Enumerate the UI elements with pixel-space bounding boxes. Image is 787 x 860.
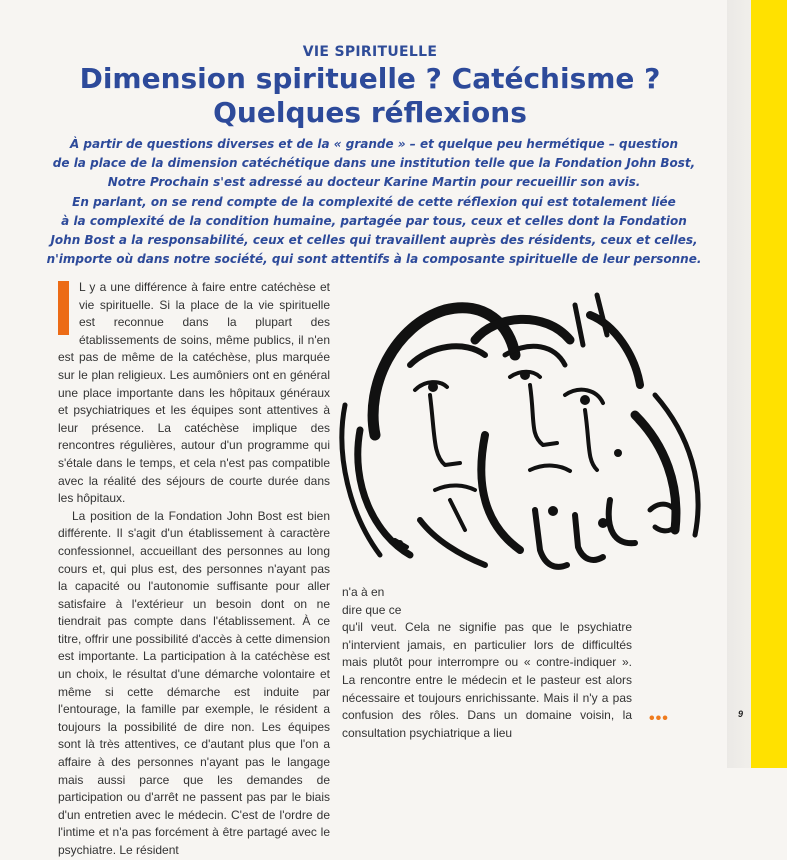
body-line: n'a à en xyxy=(342,585,385,599)
lead-line: En parlant, on se rend compte de la complexité de cette réflexion qui est totalement liée xyxy=(72,194,676,209)
ornament-dots: ••• xyxy=(649,710,669,727)
lead-line: John Bost a la responsabilité, ceux et celles qui travaillent auprès des résidents, ceux et celles, xyxy=(50,233,698,248)
body-line: dire que ce xyxy=(342,602,402,617)
body-paragraph: La position de la Fondation John Bost est bien différente. Il s'agit d'un établissement à caractère confessionnel, accueillant des personnes au long cours et, qui plus est, des personnes n'ayant pas la capacité ou l'autonomie suffisante pour aller satisfaire à l'extérieur un besoin dont on ne tiendrait pas compte dans l'établissement. À ce titre, offrir une possibilité d'accès à cette dimension est importante. La participation à la catéchèse est un choix, le résultat d'une démarche volontaire et même si cette démarche est induite par l'entourage, la famille par exemple, le résident a toujours la possibilité de dire non. Les équipes sont là très attentives, ce d'autant plus que l'on a affaire à des personnes n'ayant pas le langage mais aussi parce que les demandes de participation ou d'arrêt ne passent pas par le biais d'un entretien avec le médecin. C'est de l'ordre de l'intime et n'a pas forcément à être partagé avec le psychiatre. Le résident xyxy=(58,508,330,857)
body-column-left xyxy=(58,279,330,860)
lead-line: n'importe où dans notre société, qui sont attentifs à la composante spirituelle de leur personne. xyxy=(46,252,702,267)
ink-drawing-faces-illustration xyxy=(335,285,715,585)
article-lead xyxy=(40,135,708,269)
section-rubric: VIE SPIRITUELLE xyxy=(302,44,438,60)
title-line-2: Quelques réflexions xyxy=(213,96,527,129)
body-column-right xyxy=(342,584,632,742)
body-paragraph: qu'il veut. Cela ne signifie pas que le psychiatre n'intervient jamais, en particulier lors de difficultés mais plutôt pour interrompre ou « contre-indiquer ». La rencontre entre le médecin et le pasteur est alors nécessaire et toujours enrichissante. Mais il n'y a pas confusion des rôles. Dans un domaine voisin, la consultation psychiatrique a lieu xyxy=(342,620,632,740)
yellow-edge-strip xyxy=(751,0,787,768)
lead-line: à la complexité de la condition humaine, partagée par tous, ceux et celles dont la Fondation xyxy=(61,213,687,228)
title-line-1: Dimension spirituelle ? Catéchisme ? xyxy=(79,62,661,95)
page-number: 9 xyxy=(738,709,744,719)
drop-cap-bar xyxy=(58,281,69,335)
lead-line: de la place de la dimension catéchétique dans une institution telle que la Fondation John Bost, xyxy=(52,156,696,171)
lead-line: Notre Prochain s'est adressé au docteur Karine Martin pour recueillir son avis. xyxy=(107,175,641,190)
article-title xyxy=(0,62,740,130)
lead-line: À partir de questions diverses et de la « grande » – et quelque peu hermétique – question xyxy=(69,137,679,151)
body-paragraph: L y a une différence à faire entre catéchèse et vie spirituelle. Si la place de la vie spirituelle est reconnue dans la plupart des établissements de soins, même publics, il n'en est pas de même de la catéchèse, plus marquée sur le plan religieux. Les aumôniers ont en général une place importante dans les hôpitaux généraux et psychiatriques et les équipes sont attentives à leur présence. La catéchèse implique des rencontres régulières, autour d'un programme qui s'étale dans le temps, et cela n'est pas compatible avec la réalité des séjours de courte durée dans les hôpitaux. xyxy=(58,280,330,506)
